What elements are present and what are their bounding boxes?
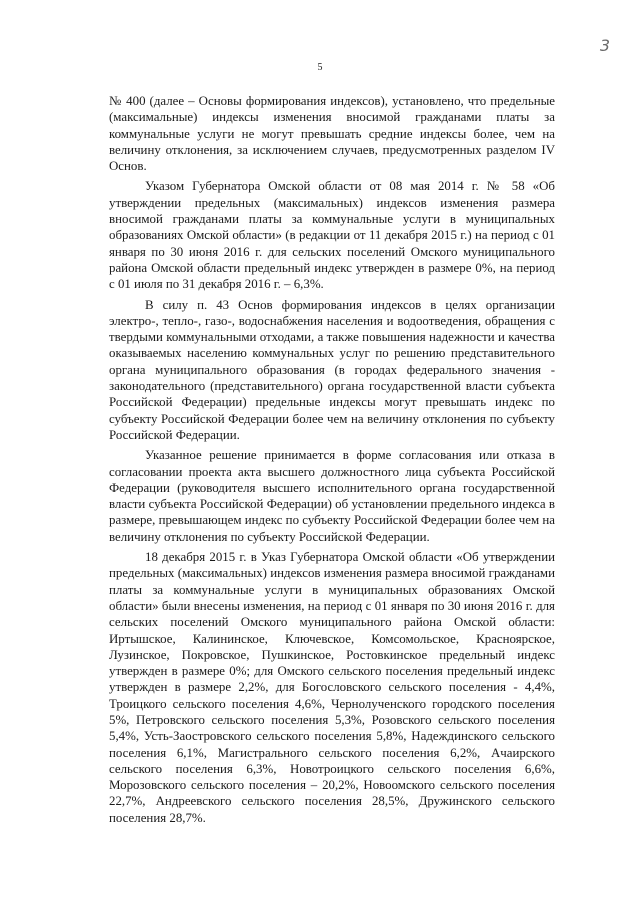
paragraph-4: Указанное решение принимается в форме согласования или отказа в согласовании проекта акта высшего должностного лица субъекта Российской Федерации (руководителя высшего исполнительного органа государственной власти субъекта Российской Федерации) об установлении предельного индекса в размере, превышающем индекс по субъекту Российской Федерации более чем на величину отклонения по субъекту Российской Федерации. — [109, 448, 555, 544]
paragraph-1: № 400 (далее – Основы формирования индексов), установлено, что предельные (максимальные) индексы изменения вносимой гражданами платы за коммунальные услуги не могут превышать средние индексы более, чем на величину отклонения, за исключением случаев, предусмотренных разделом IV Основ. — [109, 94, 555, 174]
paragraph-3: В силу п. 43 Основ формирования индексов в целях организации электро-, тепло-, газо-, водоснабжения населения и водоотведения, обращения с твердыми коммунальными отходами, а также повышения надежности и качества оказываемых населению коммунальных услуг по решению представительного органа муниципального образования (в городах федерального значения - законодательного (представительного) органа государственной власти субъекта Российской Федерации) предельные индексы могут превышать индекс по субъекту Российской Федерации более чем на величину отклонения по субъекту Российской Федерации. — [109, 297, 555, 442]
document-body — [109, 93, 555, 830]
page-number: 5 — [317, 62, 323, 73]
paragraph-2: Указом Губернатора Омской области от 08 мая 2014 г. № 58 «Об утверждении предельных (максимальных) индексов изменения размера вносимой гражданами платы за коммунальные услуги в муниципальных образованиях Омской области» (в редакции от 11 декабря 2015 г.) на период с 01 января по 30 июня 2016 г. для сельских поселений Омского муниципального района Омской области предельный индекс утвержден в размере 0%, на период с 01 июля по 31 декабря 2016 г. – 6,3%. — [109, 179, 555, 292]
paragraph-5: 18 декабря 2015 г. в Указ Губернатора Омской области «Об утверждении предельных (максимальных) индексов изменения размера вносимой гражданами платы за коммунальные услуги в муниципальных образованиях Омской области» были внесены изменения, на период с 01 января по 30 июня 2016 г. для сельских поселений Омского муниципального района Омской области: Иртышское, Калининское, Ключевское, Комсомольское, Красноярское, Лузинское, Покровское, Пушкинское, Ростовкинское предельный индекс утвержден в размере 0%; для Омского сельского поселения предельный индекс утвержден в размере 2,2%, для Богословского сельского поселения - 4,4%, Троицкого сельского поселения 4,6%, Чернолученского городского поселения 5%, Петровского сельского поселения 5,3%, Розовского сельского поселения 5,4%, Усть-Заостровского сельского поселения 5,8%, Надеждинского сельского поселения 6,1%, Магистрального сельского поселения 6,2%, Ачаирского сельского поселения 6,3%, Новотроицкого сельского поселения 6,6%, Морозовского сельского поселения – 20,2%, Новоомского сельского поселения 22,7%, Андреевского сельского поселения 28,5%, Дружинского сельского поселения 28,7%. — [109, 550, 555, 825]
handwritten-page-mark: 3 — [599, 36, 610, 55]
